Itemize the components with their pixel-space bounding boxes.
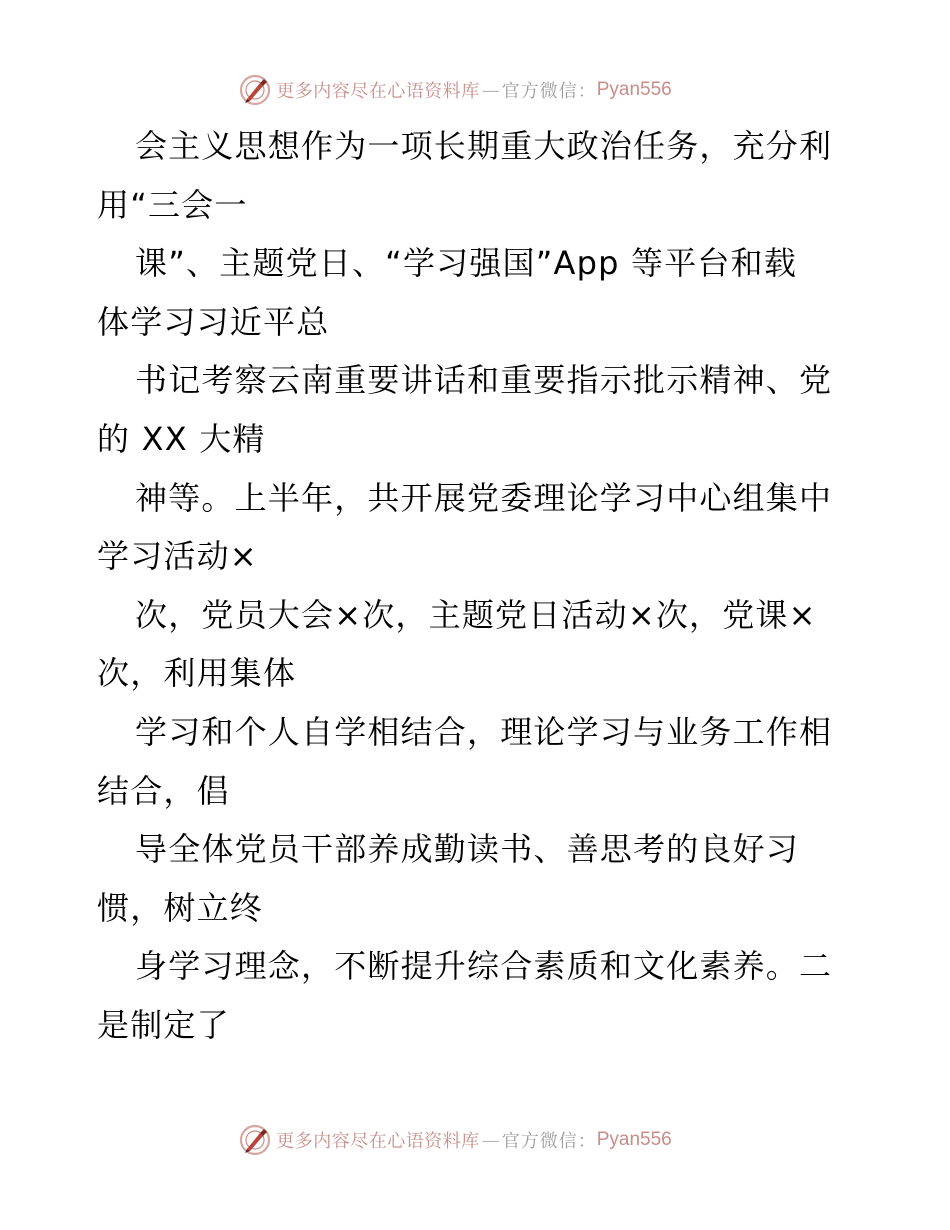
header-watermark xyxy=(0,70,950,110)
text-line: 身学习理念，不断提升综合素质和文化素养。二 xyxy=(135,947,833,986)
text-line: 课”、主题党日、“学习强国”App 等平台和载 xyxy=(135,244,798,283)
watermark-dash: — xyxy=(481,1129,500,1151)
pen-logo-icon xyxy=(238,73,272,107)
text-line: 结合，倡 xyxy=(97,771,230,810)
pen-logo-icon xyxy=(238,1123,272,1157)
text-line: 用“三会一 xyxy=(97,185,248,224)
watermark-text: 更多内容尽在心语资料库 xyxy=(276,1131,480,1152)
text-line: 次，利用集体 xyxy=(97,654,297,693)
document-body xyxy=(97,117,857,1055)
text-line: 导全体党员干部养成勤读书、善思考的良好习 xyxy=(135,830,800,869)
text-line: 的 XX 大精 xyxy=(97,419,266,458)
text-line: 学习和个人自学相结合，理论学习与业务工作相 xyxy=(135,712,833,751)
text-line: 神等。上半年，共开展党委理论学习中心组集中 xyxy=(135,478,833,517)
text-line: 学习活动× xyxy=(97,537,258,576)
watermark-id: Pyan556 xyxy=(596,1129,672,1150)
watermark-sub: 官方微信： xyxy=(501,1131,597,1152)
text-line: 是制定了 xyxy=(97,1005,230,1044)
text-line: 次，党员大会×次，主题党日活动×次，党课× xyxy=(135,595,817,634)
watermark-sub: 官方微信： xyxy=(501,81,597,102)
footer-watermark xyxy=(0,1120,950,1160)
text-line: 书记考察云南重要讲话和重要指示批示精神、党 xyxy=(135,361,833,400)
text-line: 体学习习近平总 xyxy=(97,302,330,341)
watermark-id: Pyan556 xyxy=(596,79,672,100)
watermark-text: 更多内容尽在心语资料库 xyxy=(276,81,480,102)
watermark-dash: — xyxy=(481,79,500,101)
text-line: 会主义思想作为一项长期重大政治任务，充分利 xyxy=(135,127,833,165)
text-line: 惯，树立终 xyxy=(97,888,264,927)
